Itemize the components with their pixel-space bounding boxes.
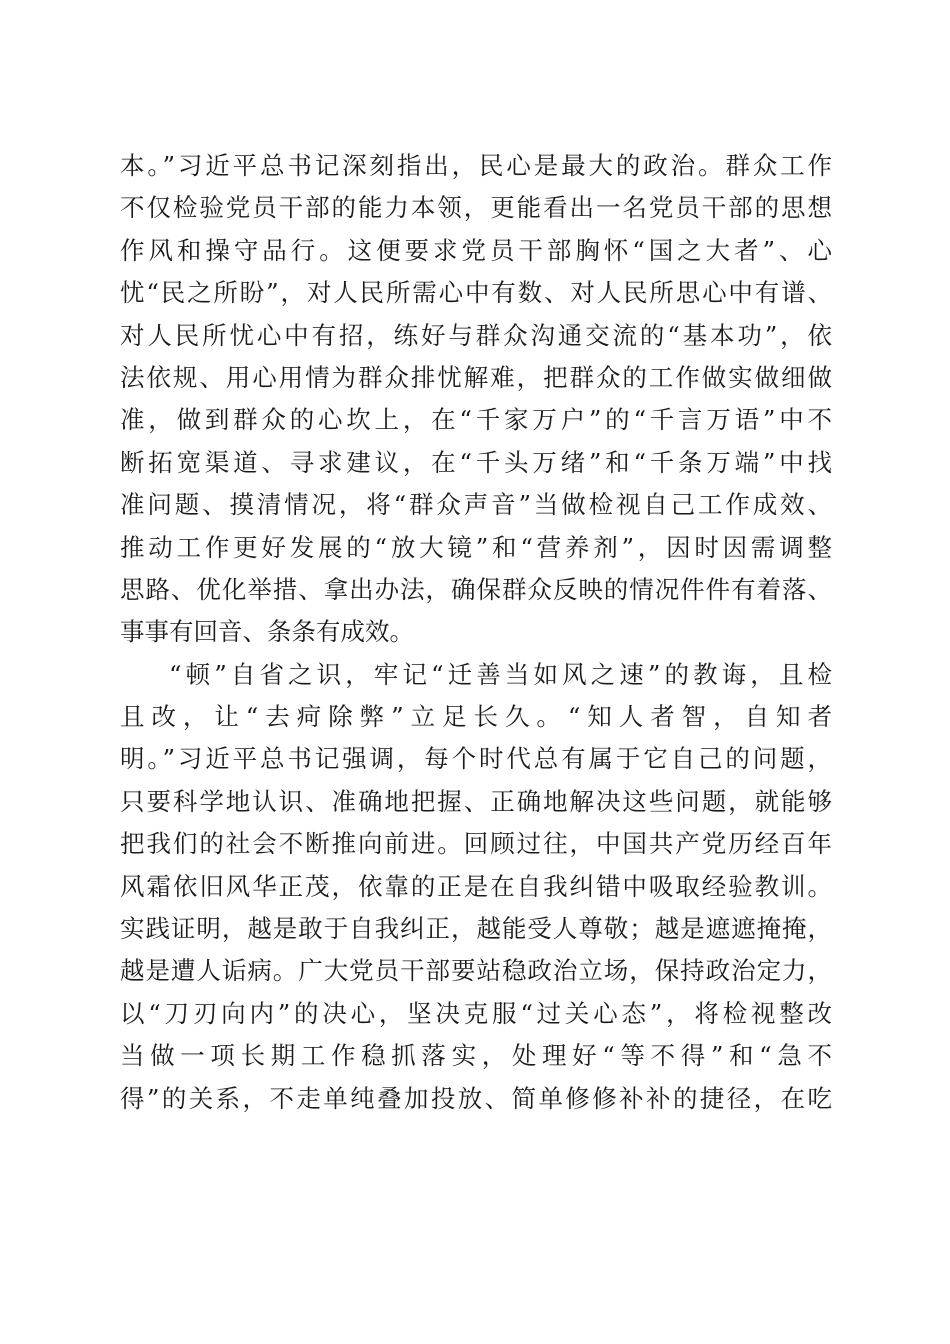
text-line: 不仅检验党员干部的能力本领，更能看出一名党员干部的思想 [120, 193, 832, 223]
document-body [120, 145, 832, 1120]
text-line: 断拓宽渠道、寻求建议，在“千头万绪”和“千条万端”中找 [120, 447, 832, 477]
paragraph-2 [120, 654, 832, 1120]
text-line: 作风和操守品行。这便要求党员干部胸怀“国之大者”、心 [120, 235, 832, 265]
text-line: 得”的关系，不走单纯叠加投放、简单修修补补的捷径，在吃 [120, 1083, 832, 1113]
text-line: 风霜依旧风华正茂，依靠的正是在自我纠错中吸取经验教训。 [120, 871, 832, 901]
text-line: 把我们的社会不断推向前进。回顾过往，中国共产党历经百年 [120, 829, 832, 859]
text-line: 法依规、用心用情为群众排忧解难，把群众的工作做实做细做 [120, 362, 832, 392]
text-line: 当做一项长期工作稳抓落实，处理好“等不得”和“急不 [120, 1041, 832, 1071]
text-line: 本。”习近平总书记深刻指出，民心是最大的政治。群众工作 [120, 151, 832, 180]
paragraph-1 [120, 145, 832, 654]
text-line: 思路、优化举措、拿出办法，确保群众反映的情况件件有着落、 [120, 574, 832, 604]
text-line: 越是遭人诟病。广大党员干部要站稳政治立场，保持政治定力， [120, 956, 832, 986]
text-line: 明。”习近平总书记强调，每个时代总有属于它自己的问题， [120, 744, 832, 774]
text-line: 准，做到群众的心坎上，在“千家万户”的“千言万语”中不 [120, 405, 832, 435]
text-line: 以“刀刃向内”的决心，坚决克服“过关心态”，将检视整改 [120, 998, 832, 1028]
text-line: 推动工作更好发展的“放大镜”和“营养剂”，因时因需调整 [120, 532, 832, 562]
text-line: 且改，让“去疴除弊”立足长久。“知人者智，自知者 [120, 702, 832, 732]
text-line: 对人民所忧心中有招，练好与群众沟通交流的“基本功”，依 [120, 320, 832, 350]
text-line: “顿”自省之识，牢记“迁善当如风之速”的教诲，且检 [169, 659, 832, 689]
text-line: 实践证明，越是敢于自我纠正，越能受人尊敬；越是遮遮掩掩， [120, 914, 832, 944]
text-line: 忧“民之所盼”，对人民所需心中有数、对人民所思心中有谱、 [120, 278, 832, 308]
text-line: 事事有回音、条条有成效。 [120, 617, 414, 647]
text-line: 准问题、摸清情况，将“群众声音”当做检视自己工作成效、 [120, 490, 832, 520]
text-line: 只要科学地认识、准确地把握、正确地解决这些问题，就能够 [120, 786, 832, 816]
